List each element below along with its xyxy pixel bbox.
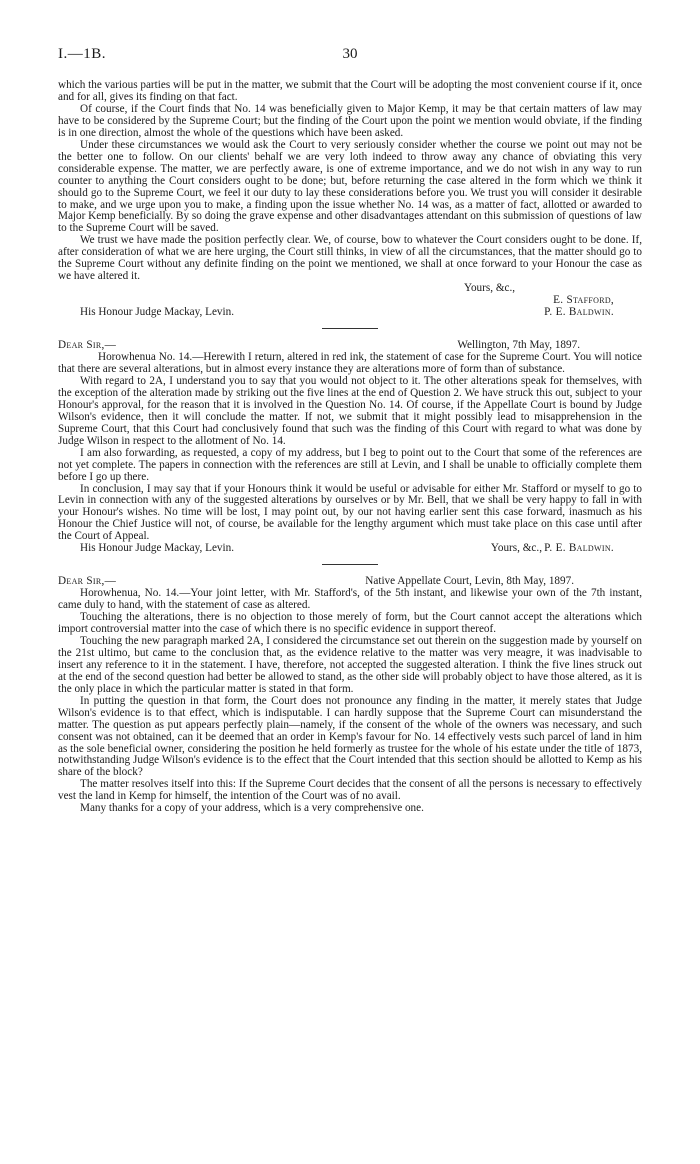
letter1-address-row xyxy=(58,307,642,319)
letter2-paragraph-1: Horowhenua No. 14.—Herewith I return, altered in red ink, the statement of case for the Supreme Court. You will notice that there are several alterations, but in almost every instance they are alterations more of form than of substance. xyxy=(58,351,642,375)
letter3-dateline: Native Appellate Court, Levin, 8th May, 1897. xyxy=(365,575,574,588)
letter1-signer-2: P. E. Baldwin. xyxy=(544,306,614,319)
page-number: 30 xyxy=(342,46,358,62)
letter2-signer: P. E. Baldwin. xyxy=(544,542,614,555)
letter1-signer-1: E. Stafford, xyxy=(553,294,614,307)
letter1-closing: Yours, &c., xyxy=(464,282,516,295)
letter1-paragraph-4: We trust we have made the position perfectly clear. We, of course, bow to whatever the Court considers ought to be done. If, after consideration of what we are here urging, the Court still thinks, in view of all the circumstances, that the matter should go to the Supreme Court without any definite finding on the point we mentioned, we shall at once forward to your Honour the case as we have altered it. xyxy=(58,234,642,283)
letter3-paragraph-5: The matter resolves itself into this: If the Supreme Court decides that the consent of all the persons is necessary to effectively vest the land in Kemp for himself, the intention of the Court was of no avail. xyxy=(58,778,642,803)
letter1-paragraph-3: Under these circumstances we would ask the Court to very seriously consider whether the course we point out may not be the better one to follow. On our clients' behalf we are very loth indeed to throw away any chance of obviating this very considerable expense. The matter, we are perfectly aware, is one of extreme importance, and we do not wish in any way to run counter to anything the Court considers ought to be done; but, before returning the case altered in the form which we think it should go to the Supreme Court, we feel it our duty to lay these considerations before you. We trust you will consider it desirable to make, and we urge upon you to make, a finding upon the issue whether No. 14 was, as a matter of fact, allotted or awarded to Major Kemp beneficially. By so doing the grave expense and other disadvantages attendant on this submission of questions of law to the Supreme Court will be saved. xyxy=(58,138,642,235)
letter3-paragraph-2: Touching the alterations, there is no objection to those merely of form, but the Court cannot accept the alterations which import controversial matter into the case of which there is no specific evidence in support thereof. xyxy=(58,611,642,635)
letter1-paragraph-1: which the various parties will be put in the matter, we submit that the Court will be adopting the most convenient course if it, once and for all, gives its finding on that fact. xyxy=(58,79,642,103)
page-header xyxy=(58,46,642,66)
letter2-addressee: His Honour Judge Mackay, Levin. xyxy=(80,542,235,555)
section-divider xyxy=(322,564,378,565)
letter2-paragraph-4: In conclusion, I may say that if your Honours think it would be useful or advisable for either Mr. Stafford or myself to go to Levin in connection with any of the suggested alterations by ourselves or by Mr. Bell, that we shall be very happy to fall in with your Honour's wishes. No time will be lost, I may point out, by our not having earlier sent this case forward, inasmuch as his Honour the Chief Justice will not, of course, be available for the lengthy argument which must take place on this case until after the Court of Appeal. xyxy=(58,482,642,543)
letter2-dateline: Wellington, 7th May, 1897. xyxy=(457,339,580,352)
letter3-paragraph-4: In putting the question in that form, the Court does not pronounce any finding in the matter, it merely states that Judge Wilson's evidence is to that effect, which is indisputable. I can hardly suppose that the Supreme Court can misunderstand the matter. The question as put appears perfectly plain—namely, if the consent of the whole of the owners was necessary, and such consent was not obtained, can it be deemed that an order in Kemp's favour for No. 14 effectively vests such parcel of land in him as the sole beneficial owner, considering the position he held formerly as trustee for the whole of his estate under the title of 1873, notwithstanding Judge Wilson's evidence is to the effect that the Court intended that this section should be allotted to Kemp as his share of the block? xyxy=(58,694,642,779)
letter2-paragraph-2: With regard to 2A, I understand you to say that you would not object to it. The other alterations speak for themselves, with the exception of the alteration made by striking out the five lines at the end of Question 2. We have struck this out, subject to your Honour's approval, for the reason that it is involved in the Question No. 14. Of course, if the Appellate Court is bound by Judge Wilson's evidence, then it will conclude the matter. If not, we submit that it might possibly lead to misapprehension in the Supreme Court, that this Court had conclusively found that such was the finding of this Court with regard to what was done by Judge Wilson in respect to the allotment of No. 14. xyxy=(58,374,642,447)
paper-reference: I.—1B. xyxy=(58,46,106,62)
letter1-paragraph-2: Of course, if the Court finds that No. 14 was beneficially given to Major Kemp, it may be that certain matters of law may have to be considered by the Supreme Court; but the finding of the Court upon the point we mention would obviate, if the finding is in one direction, almost the whole of the questions which have been asked. xyxy=(58,102,642,139)
letter2-closing: Yours, &c., xyxy=(490,542,542,555)
letter3-paragraph-6: Many thanks for a copy of your address, which is a very comprehensive one. xyxy=(80,802,424,815)
letter3-paragraph-1: Horowhenua, No. 14.—Your joint letter, with Mr. Stafford's, of the 5th instant, and likewise your own of the 7th instant, came duly to hand, with the statement of case as altered. xyxy=(58,587,642,612)
letter1-addressee: His Honour Judge Mackay, Levin. xyxy=(80,306,235,319)
letter2-paragraph-3: I am also forwarding, as requested, a copy of my address, but I beg to point out to the Court that some of the references are not yet complete. The papers in connection with the references are still at Levin, and I shall be unable to officially complete them before I go up there. xyxy=(58,446,642,483)
letter3-salutation: Dear Sir,— xyxy=(58,575,117,588)
letter3-paragraph-3: Touching the new paragraph marked 2A, I considered the circumstance set out therein on the suggestion made by yourself on the 21st ultimo, but came to the conclusion that, as the evidence relative to the matter was very meagre, it was inadvisable to insert any reference to it in the statement. I have, therefore, not accepted the suggested alteration. I think the five lines struck out at the end of the second question had better be allowed to stand, as the other side will probably object to have those altered, as it is the only place in which the particular matter is stated in that form. xyxy=(58,634,642,695)
section-divider xyxy=(322,328,378,329)
letter2-salutation: Dear Sir,— xyxy=(58,339,117,352)
document-body xyxy=(58,80,642,815)
